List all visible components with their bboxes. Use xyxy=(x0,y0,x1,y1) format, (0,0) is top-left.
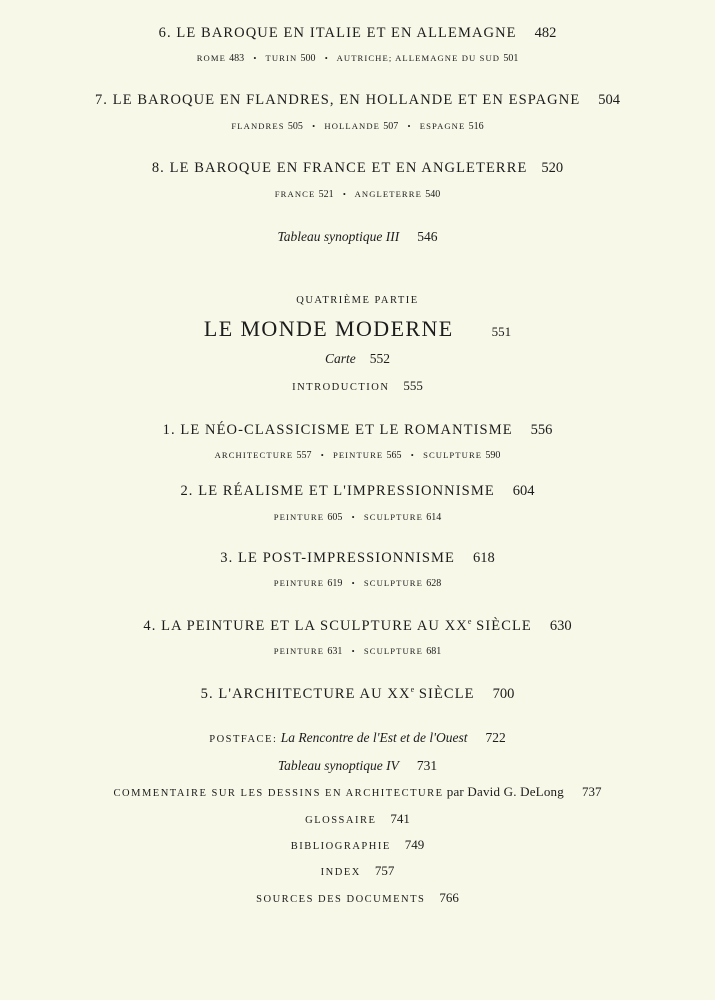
bullet-separator: • xyxy=(407,121,411,131)
commentary-page: 737 xyxy=(581,784,602,799)
bullet-separator: • xyxy=(351,578,355,588)
section-page: 681 xyxy=(426,646,442,657)
chapter-5-heading xyxy=(0,685,715,703)
section-page: 516 xyxy=(468,121,484,132)
part-title: LE MONDE MODERNE xyxy=(203,316,454,341)
bibliography-page: 749 xyxy=(404,837,425,852)
chapter-title: 5. L'ARCHITECTURE AU XXe SIÈCLE xyxy=(200,685,475,702)
section-label: SCULPTURE xyxy=(363,512,423,522)
tableau-label: Tableau synoptique III xyxy=(277,229,400,244)
introduction-page: 555 xyxy=(403,378,423,393)
section-label: HOLLANDE xyxy=(324,121,380,131)
chapter-8-heading xyxy=(0,160,715,177)
section-label: ROME xyxy=(196,53,226,63)
chapter-page: 700 xyxy=(492,686,515,702)
bullet-separator: • xyxy=(253,53,257,63)
bibliography-label: BIBLIOGRAPHIE xyxy=(290,841,391,852)
chapter-page: 604 xyxy=(512,483,535,499)
section-label: SCULPTURE xyxy=(363,646,423,656)
chapter-page: 618 xyxy=(472,550,495,566)
tableau-iv-entry xyxy=(0,758,715,774)
chapter-page: 520 xyxy=(541,160,564,176)
section-page: 628 xyxy=(426,578,442,589)
chapter-page: 630 xyxy=(549,618,572,634)
chapter-4-heading xyxy=(0,617,715,635)
commentary-author: par David G. DeLong xyxy=(446,784,564,799)
chapter-2-heading xyxy=(0,483,715,500)
chapter-page: 482 xyxy=(534,25,557,41)
glossary-page: 741 xyxy=(390,811,410,826)
tableau-label: Tableau synoptique IV xyxy=(277,758,399,773)
chapter-page: 504 xyxy=(598,92,621,108)
sources-page: 766 xyxy=(439,890,459,905)
section-page: 540 xyxy=(425,189,441,200)
bullet-separator: • xyxy=(351,646,355,656)
section-page: 505 xyxy=(287,121,303,132)
chapter-1-sections xyxy=(0,450,715,461)
index-entry xyxy=(0,863,715,879)
superscript-e: e xyxy=(410,685,415,694)
chapter-3-heading xyxy=(0,550,715,567)
chapter-3-sections xyxy=(0,578,715,589)
section-label: PEINTURE xyxy=(273,512,325,522)
chapter-1-heading xyxy=(0,422,715,439)
chapter-title: 3. LE POST-IMPRESSIONNISME xyxy=(220,550,455,566)
part-heading xyxy=(0,316,715,342)
chapter-title: 8. LE BAROQUE EN FRANCE ET EN ANGLETERRE xyxy=(151,160,528,176)
bullet-separator: • xyxy=(351,512,355,522)
chapter-title: 6. LE BAROQUE EN ITALIE ET EN ALLEMAGNE xyxy=(158,25,517,41)
bullet-separator: • xyxy=(312,121,316,131)
postface-page: 722 xyxy=(485,730,506,745)
chapter-2-sections xyxy=(0,512,715,523)
introduction-label: INTRODUCTION xyxy=(292,382,390,393)
bullet-separator: • xyxy=(324,53,328,63)
chapter-title: 4. LA PEINTURE ET LA SCULPTURE AU XXe SIÈCLE xyxy=(143,617,532,634)
section-label: SCULPTURE xyxy=(363,578,423,588)
chapter-title: 1. LE NÉO-CLASSICISME ET LE ROMANTISME xyxy=(162,422,513,438)
section-label: ANGLETERRE xyxy=(354,189,422,199)
section-page: 565 xyxy=(386,450,402,461)
glossary-entry xyxy=(0,811,715,827)
section-page: 631 xyxy=(327,646,343,657)
section-label: PEINTURE xyxy=(332,450,384,460)
section-label: AUTRICHE; ALLEMAGNE DU SUD xyxy=(336,53,501,63)
commentary-label: COMMENTAIRE SUR LES DESSINS EN ARCHITECTURE xyxy=(113,788,444,799)
section-page: 483 xyxy=(229,53,245,64)
section-page: 500 xyxy=(300,53,316,64)
section-label: FLANDRES xyxy=(231,121,285,131)
index-label: INDEX xyxy=(320,867,361,878)
index-page: 757 xyxy=(374,863,395,878)
section-label: TURIN xyxy=(265,53,298,63)
map-page: 552 xyxy=(369,351,390,366)
section-page: 590 xyxy=(485,450,501,461)
map-entry xyxy=(0,351,715,367)
sources-entry xyxy=(0,890,715,906)
tableau-page: 546 xyxy=(417,229,438,244)
superscript-e: e xyxy=(467,617,472,626)
section-label: ESPAGNE xyxy=(419,121,466,131)
tableau-iii-entry xyxy=(0,229,715,245)
bullet-separator: • xyxy=(410,450,414,460)
chapter-4-sections xyxy=(0,646,715,657)
chapter-title: 2. LE RÉALISME ET L'IMPRESSIONNISME xyxy=(180,483,495,499)
chapter-8-sections xyxy=(0,189,715,200)
postface-title: La Rencontre de l'Est et de l'Ouest xyxy=(280,730,468,745)
introduction-entry xyxy=(0,378,715,394)
section-label: FRANCE xyxy=(274,189,316,199)
section-label: PEINTURE xyxy=(273,578,325,588)
commentary-entry xyxy=(0,784,715,800)
bullet-separator: • xyxy=(320,450,324,460)
section-label: SCULPTURE xyxy=(423,450,483,460)
part-page: 551 xyxy=(491,324,512,339)
chapter-6-sections xyxy=(0,53,715,64)
chapter-6-heading xyxy=(0,25,715,42)
section-label: PEINTURE xyxy=(273,646,325,656)
map-label: Carte xyxy=(324,351,356,366)
section-page: 521 xyxy=(318,189,334,200)
section-page: 605 xyxy=(327,512,343,523)
chapter-7-sections xyxy=(0,121,715,132)
glossary-label: GLOSSAIRE xyxy=(305,815,377,826)
chapter-page: 556 xyxy=(530,422,553,438)
bullet-separator: • xyxy=(342,189,346,199)
section-page: 507 xyxy=(383,121,399,132)
tableau-page: 731 xyxy=(416,758,438,773)
section-page: 557 xyxy=(296,450,312,461)
sources-label: SOURCES DES DOCUMENTS xyxy=(256,894,426,905)
part-label: QUATRIÈME PARTIE xyxy=(296,295,419,306)
postface-entry xyxy=(0,730,715,746)
section-label: ARCHITECTURE xyxy=(214,450,294,460)
chapter-7-heading xyxy=(0,92,715,109)
chapter-title: 7. LE BAROQUE EN FLANDRES, EN HOLLANDE ET EN ESPAGNE xyxy=(94,92,581,108)
postface-label: POSTFACE: xyxy=(209,734,278,745)
section-page: 501 xyxy=(503,53,519,64)
section-page: 619 xyxy=(327,578,343,589)
bibliography-entry xyxy=(0,837,715,853)
section-page: 614 xyxy=(426,512,442,523)
